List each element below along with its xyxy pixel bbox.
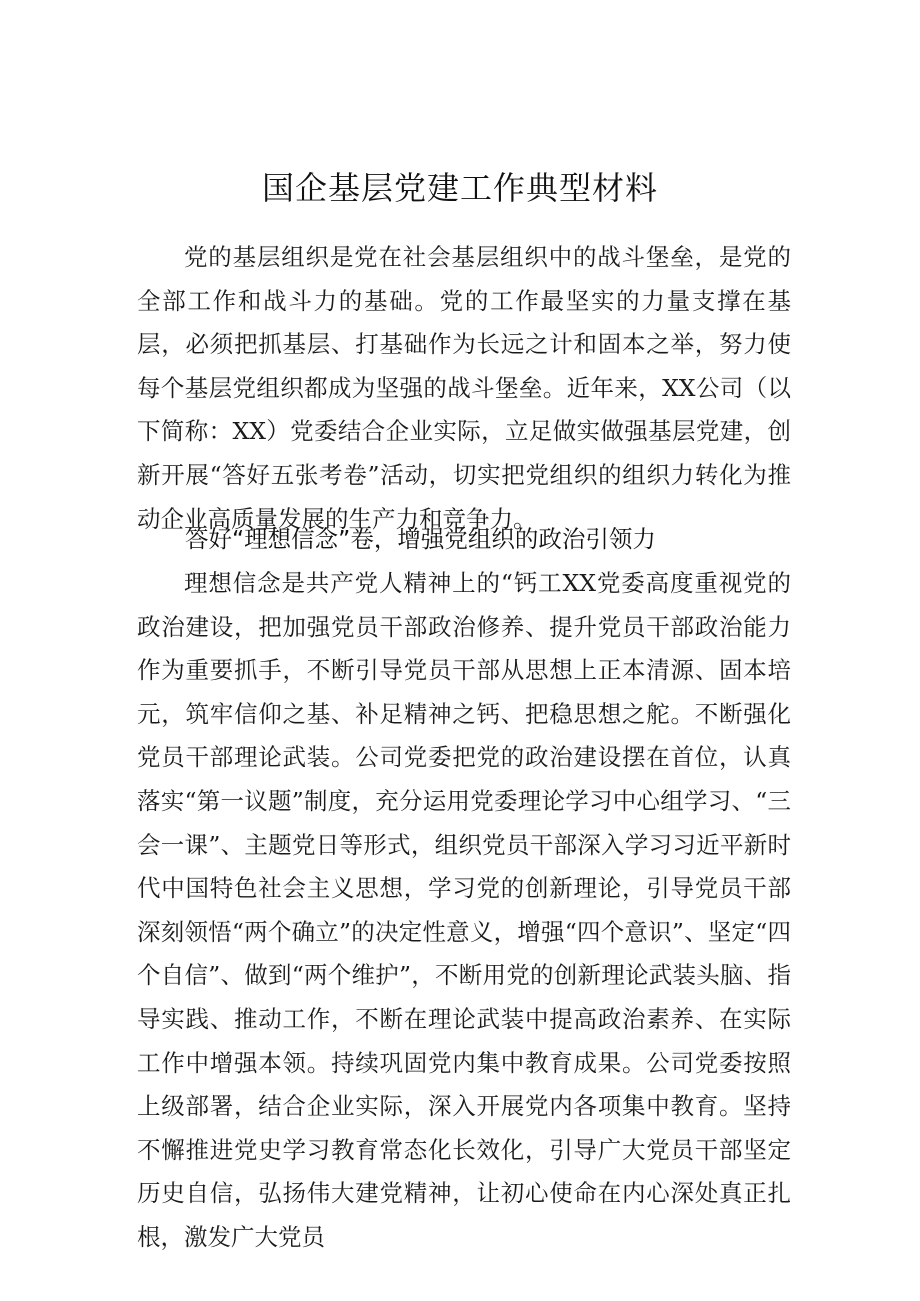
- section-heading: 答好“理想信念”卷，增强党组织的政治引领力: [185, 525, 656, 553]
- section-paragraph: 理想信念是共产党人精神上的“钙工XX党委高度重视党的政治建设，把加强党员干部政治修养、提升党员干部政治能力作为重要抓手，不断引导党员干部从思想上正本清源、固本培元，筑牢信仰之基、补足精神之钙、把稳思想之舵。不断强化党员干部理论武装。公司党委把党的政治建设摆在首位，认真落实“第一议题”制度，充分运用党委理论学习中心组学习、“三会一课”、主题党日等形式，组织党员干部深入学习习近平新时代中国特色社会主义思想，学习党的创新理论，引导党员干部深刻领悟“两个确立”的决定性意义，增强“四个意识”、坚定“四个自信”、做到“两个维护”，不断用党的创新理论武装头脑、指导实践、推动工作，不断在理论武装中提高政治素养、在实际工作中增强本领。持续巩固党内集中教育成果。公司党委按照上级部署，结合企业实际，深入开展党内各项集中教育。坚持不懈推进党史学习教育常态化长效化，引导广大党员干部坚定历史自信，弘扬伟大建党精神，让初心使命在内心深处真正扎根，激发广大党员: [137, 569, 791, 1251]
- intro-paragraph: 党的基层组织是党在社会基层组织中的战斗堡垒，是党的全部工作和战斗力的基础。党的工作最坚实的力量支撑在基层，必须把抓基层、打基础作为长远之计和固本之举，努力使每个基层党组织都成为坚强的战斗堡垒。近年来，XX公司（以下简称：XX）党委结合企业实际，立足做实做强基层党建，创新开展“答好五张考卷”活动，切实把党组织的组织力转化为推动企业高质量发展的生产力和竞争力。: [137, 243, 791, 533]
- document-title: 国企基层党建工作典型材料: [261, 169, 658, 207]
